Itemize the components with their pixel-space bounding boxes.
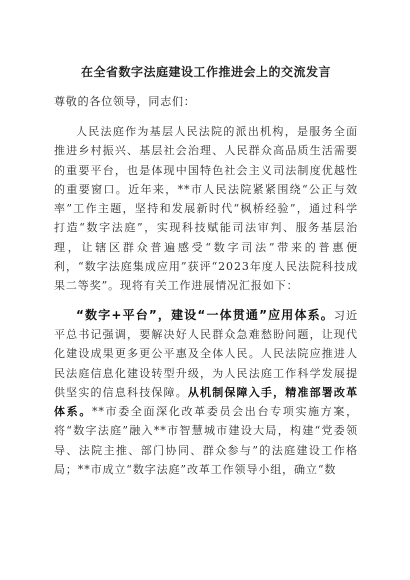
section-text-two: **市委全面深化改革委员会出台专项实施方案，将“数字法庭”融入**市智慧城市建设大局，构建“党委领导、法院主推、部门协同、群众参与”的法庭建设工作格局；**市成立“数字法庭”改革工作领导小组，确立“数 <box>54 405 358 477</box>
document-body <box>54 64 358 489</box>
subsection-heading-mechanism: 从机制保障入手，精准部署改革体系。 <box>54 385 358 419</box>
salutation: 尊敬的各位领导，同志们： <box>54 95 196 108</box>
paragraph-section-one <box>54 306 358 480</box>
paragraph-intro: 人民法庭作为基层人民法院的派出机构，是服务全面推进乡村振兴、基层社会治理、人民群众高品质生活需要的重要平台，也是体现中国特色社会主义司法制度优越性的重要窗口。近年来，**市人民法院紧紧围绕“公正与效率”工作主题，坚持和发展新时代“枫桥经验”，通过科学打造“数字法庭”，实现科技赋能司法审判、服务基层治理，让辖区群众普遍感受“数字司法”带来的普惠便利，“数字法庭集成应用”获评“2023年度人民法院科技成果二等奖”。现将有关工作进展情况汇报如下： <box>54 125 358 293</box>
section-text-one: 习近平总书记强调，要解决好人民群众急难愁盼问题，让现代化建设成果更多更公平惠及全体人民。人民法院应推进人民法庭信息化建设转型升级，为人民法庭工作科学发展提供坚实的信息科技保障。 <box>54 308 358 399</box>
document-title: 在全省数字法庭建设工作推进会上的交流发言 <box>80 65 331 79</box>
section-heading-digital-platform: “数字+平台”，建设“一体贯通”应用体系。 <box>76 307 334 322</box>
